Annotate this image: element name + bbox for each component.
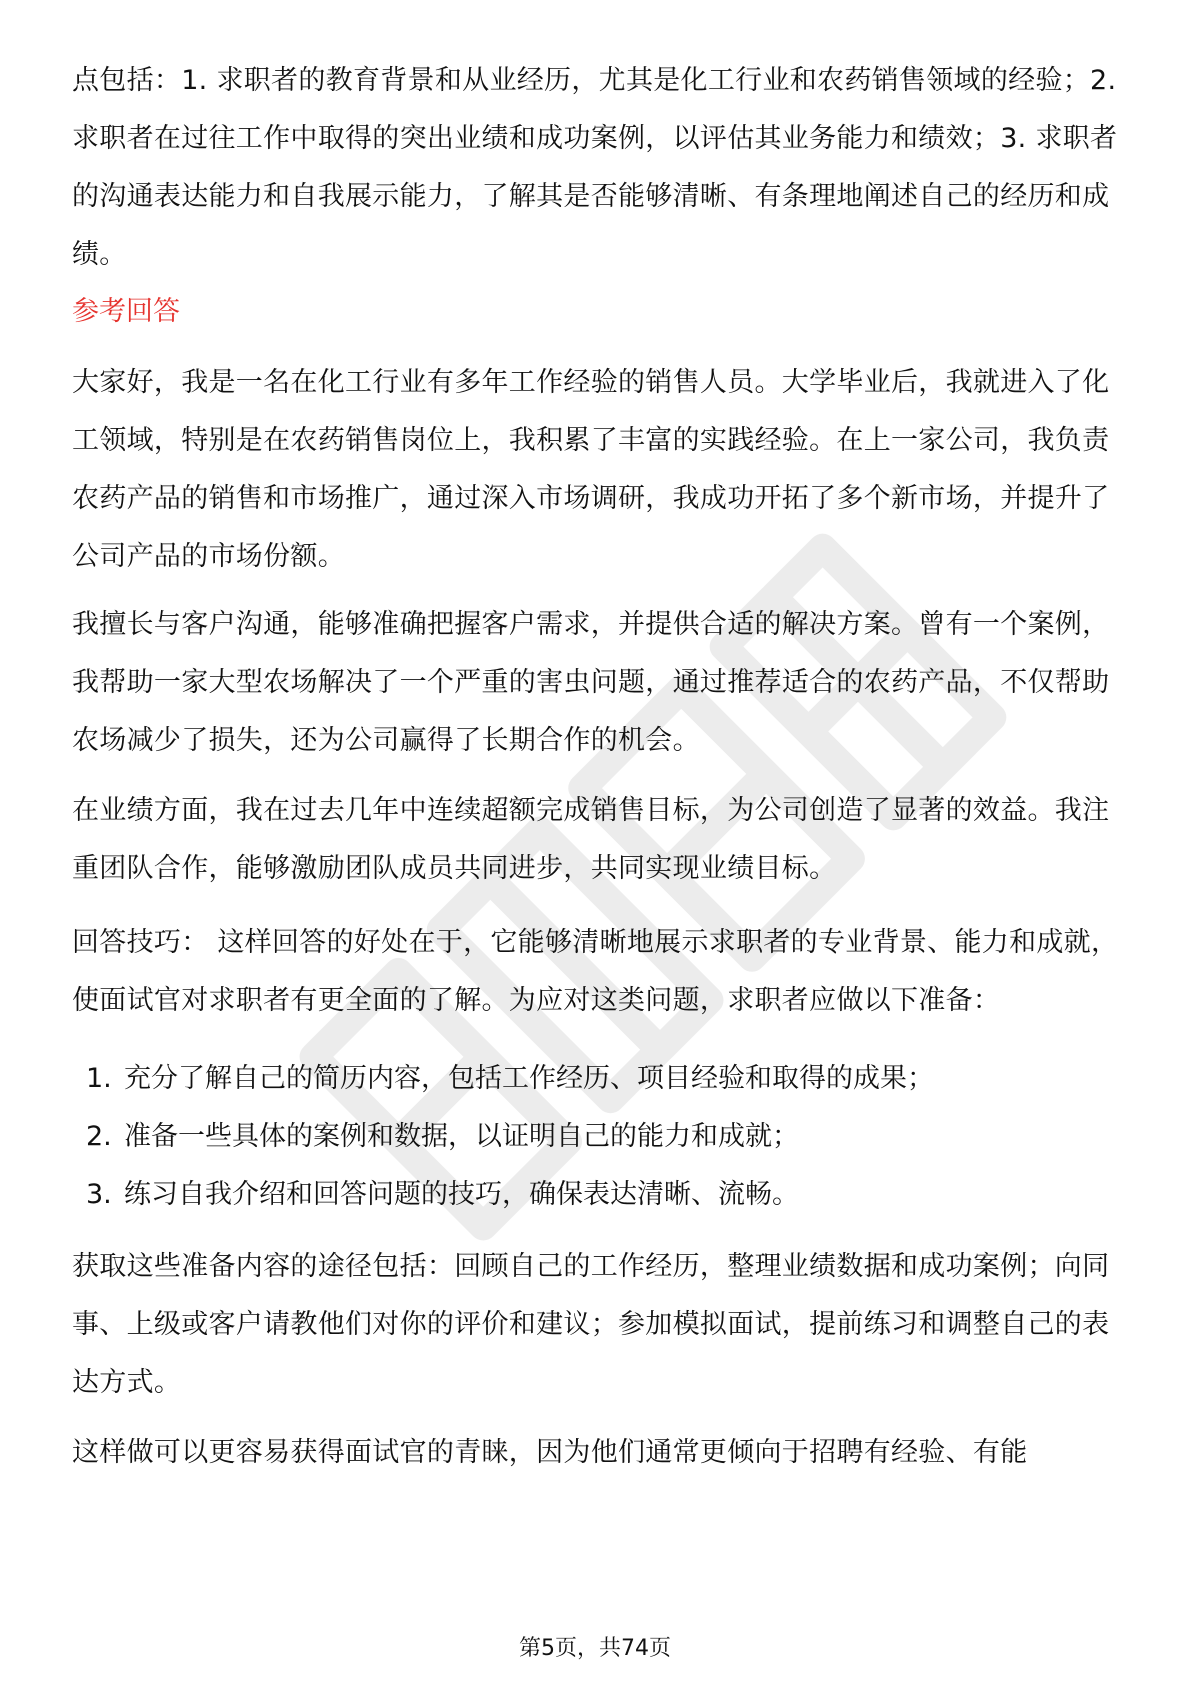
preparation-list bbox=[72, 1050, 1132, 1224]
list-item bbox=[72, 1166, 1132, 1224]
preparation-sources-paragraph: 获取这些准备内容的途径包括：回顾自己的工作经历，整理业绩数据和成功案例；向同事、上级或客户请教他们对你的评价和建议；参加模拟面试，提前练习和调整自己的表达方式。 bbox=[72, 1251, 1110, 1398]
answer-tips-paragraph: 回答技巧： 这样回答的好处在于，它能够清晰地展示求职者的专业背景、能力和成就，使面试官对求职者有更全面的了解。为应对这类问题，求职者应做以下准备： bbox=[72, 927, 1119, 1016]
list-item-number: 1. bbox=[86, 1063, 112, 1094]
list-item-text: 充分了解自己的简历内容，包括工作经历、项目经验和取得的成果； bbox=[124, 1063, 934, 1094]
list-item-text: 准备一些具体的案例和数据，以证明自己的能力和成就； bbox=[124, 1121, 799, 1152]
answer-paragraph-1: 大家好，我是一名在化工行业有多年工作经验的销售人员。大学毕业后，我就进入了化工领域，特别是在农药销售岗位上，我积累了丰富的实践经验。在上一家公司，我负责农药产品的销售和市场推广，通过深入市场调研，我成功开拓了多个新市场，并提升了公司产品的市场份额。 bbox=[72, 367, 1110, 572]
intro-paragraph: 点包括：1. 求职者的教育背景和从业经历，尤其是化工行业和农药销售领域的经验；2. 求职者在过往工作中取得的突出业绩和成功案例，以评估其业务能力和绩效；3. 求职者的沟通表达能力和自我展示能力，了解其是否能够清晰、有条理地阐述自己的经历和成绩。 bbox=[72, 65, 1118, 270]
list-item-number: 3. bbox=[86, 1179, 112, 1210]
list-item bbox=[72, 1108, 1132, 1166]
closing-paragraph: 这样做可以更容易获得面试官的青睐，因为他们通常更倾向于招聘有经验、有能 bbox=[72, 1437, 1028, 1468]
section-heading-reference-answer: 参考回答 bbox=[72, 296, 180, 327]
list-item-number: 2. bbox=[86, 1121, 112, 1152]
list-item bbox=[72, 1050, 1132, 1108]
answer-paragraph-3: 在业绩方面，我在过去几年中连续超额完成销售目标，为公司创造了显著的效益。我注重团队合作，能够激励团队成员共同进步，共同实现业绩目标。 bbox=[72, 795, 1110, 884]
list-item-text: 练习自我介绍和回答问题的技巧，确保表达清晰、流畅。 bbox=[124, 1179, 799, 1210]
answer-paragraph-2: 我擅长与客户沟通，能够准确把握客户需求，并提供合适的解决方案。曾有一个案例，我帮助一家大型农场解决了一个严重的害虫问题，通过推荐适合的农药产品，不仅帮助农场减少了损失，还为公司赢得了长期合作的机会。 bbox=[72, 609, 1110, 756]
page-number-footer: 第5页，共74页 bbox=[519, 1636, 671, 1661]
